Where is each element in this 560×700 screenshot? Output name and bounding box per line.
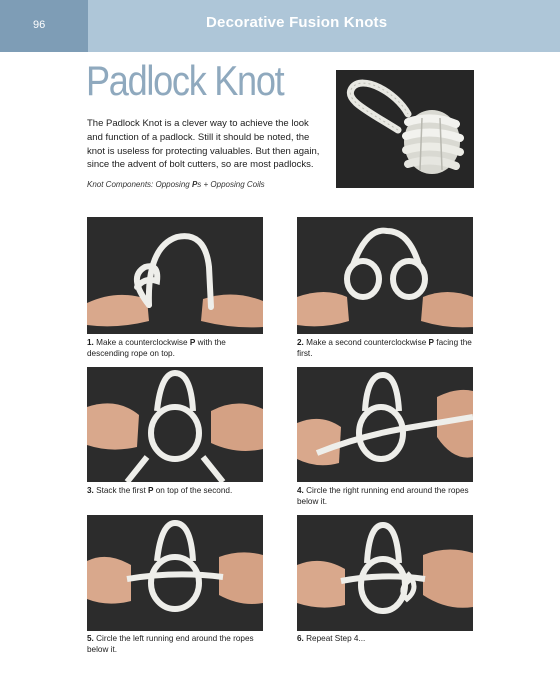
hero-photo [336, 70, 474, 188]
padlock-knot-image [336, 70, 474, 188]
step-3-caption: 3. Stack the first P on top of the second. [87, 486, 233, 495]
components-label: Knot Components: Opposing [87, 180, 192, 189]
step-4-photo [297, 367, 473, 482]
knot-components [87, 180, 327, 189]
step-6-photo [297, 515, 473, 631]
step-6-caption: 6. Repeat Step 4... [297, 634, 366, 643]
step-1-caption: 1. Make a counterclockwise P with the descending rope on top. [87, 338, 226, 358]
step-1-photo [87, 217, 263, 334]
step-5-caption: 5. Circle the left running end around the ropes below it. [87, 634, 254, 654]
page-number-box [0, 0, 88, 52]
page-number: 96 [33, 19, 46, 31]
intro-paragraph: The Padlock Knot is a clever way to achieve the look and function of a padlock. Still it should be noted, the knot is useless for protecting valuables. But then again, since the advent of bolt cutters, so are most padlocks. [87, 118, 320, 171]
step-2-photo [297, 217, 473, 334]
step-4-caption: 4. Circle the right running end around the ropes below it. [297, 486, 469, 506]
step-2-caption: 2. Make a second counterclockwise P facing the first. [297, 338, 472, 358]
step-5-photo [87, 515, 263, 631]
page-title: Padlock Knot [86, 57, 284, 104]
components-rest: s + Opposing Coils [197, 180, 265, 189]
components-p: P [191, 180, 198, 189]
step-3-photo [87, 367, 263, 482]
section-title: Decorative Fusion Knots [206, 14, 388, 31]
page-header [0, 0, 560, 52]
